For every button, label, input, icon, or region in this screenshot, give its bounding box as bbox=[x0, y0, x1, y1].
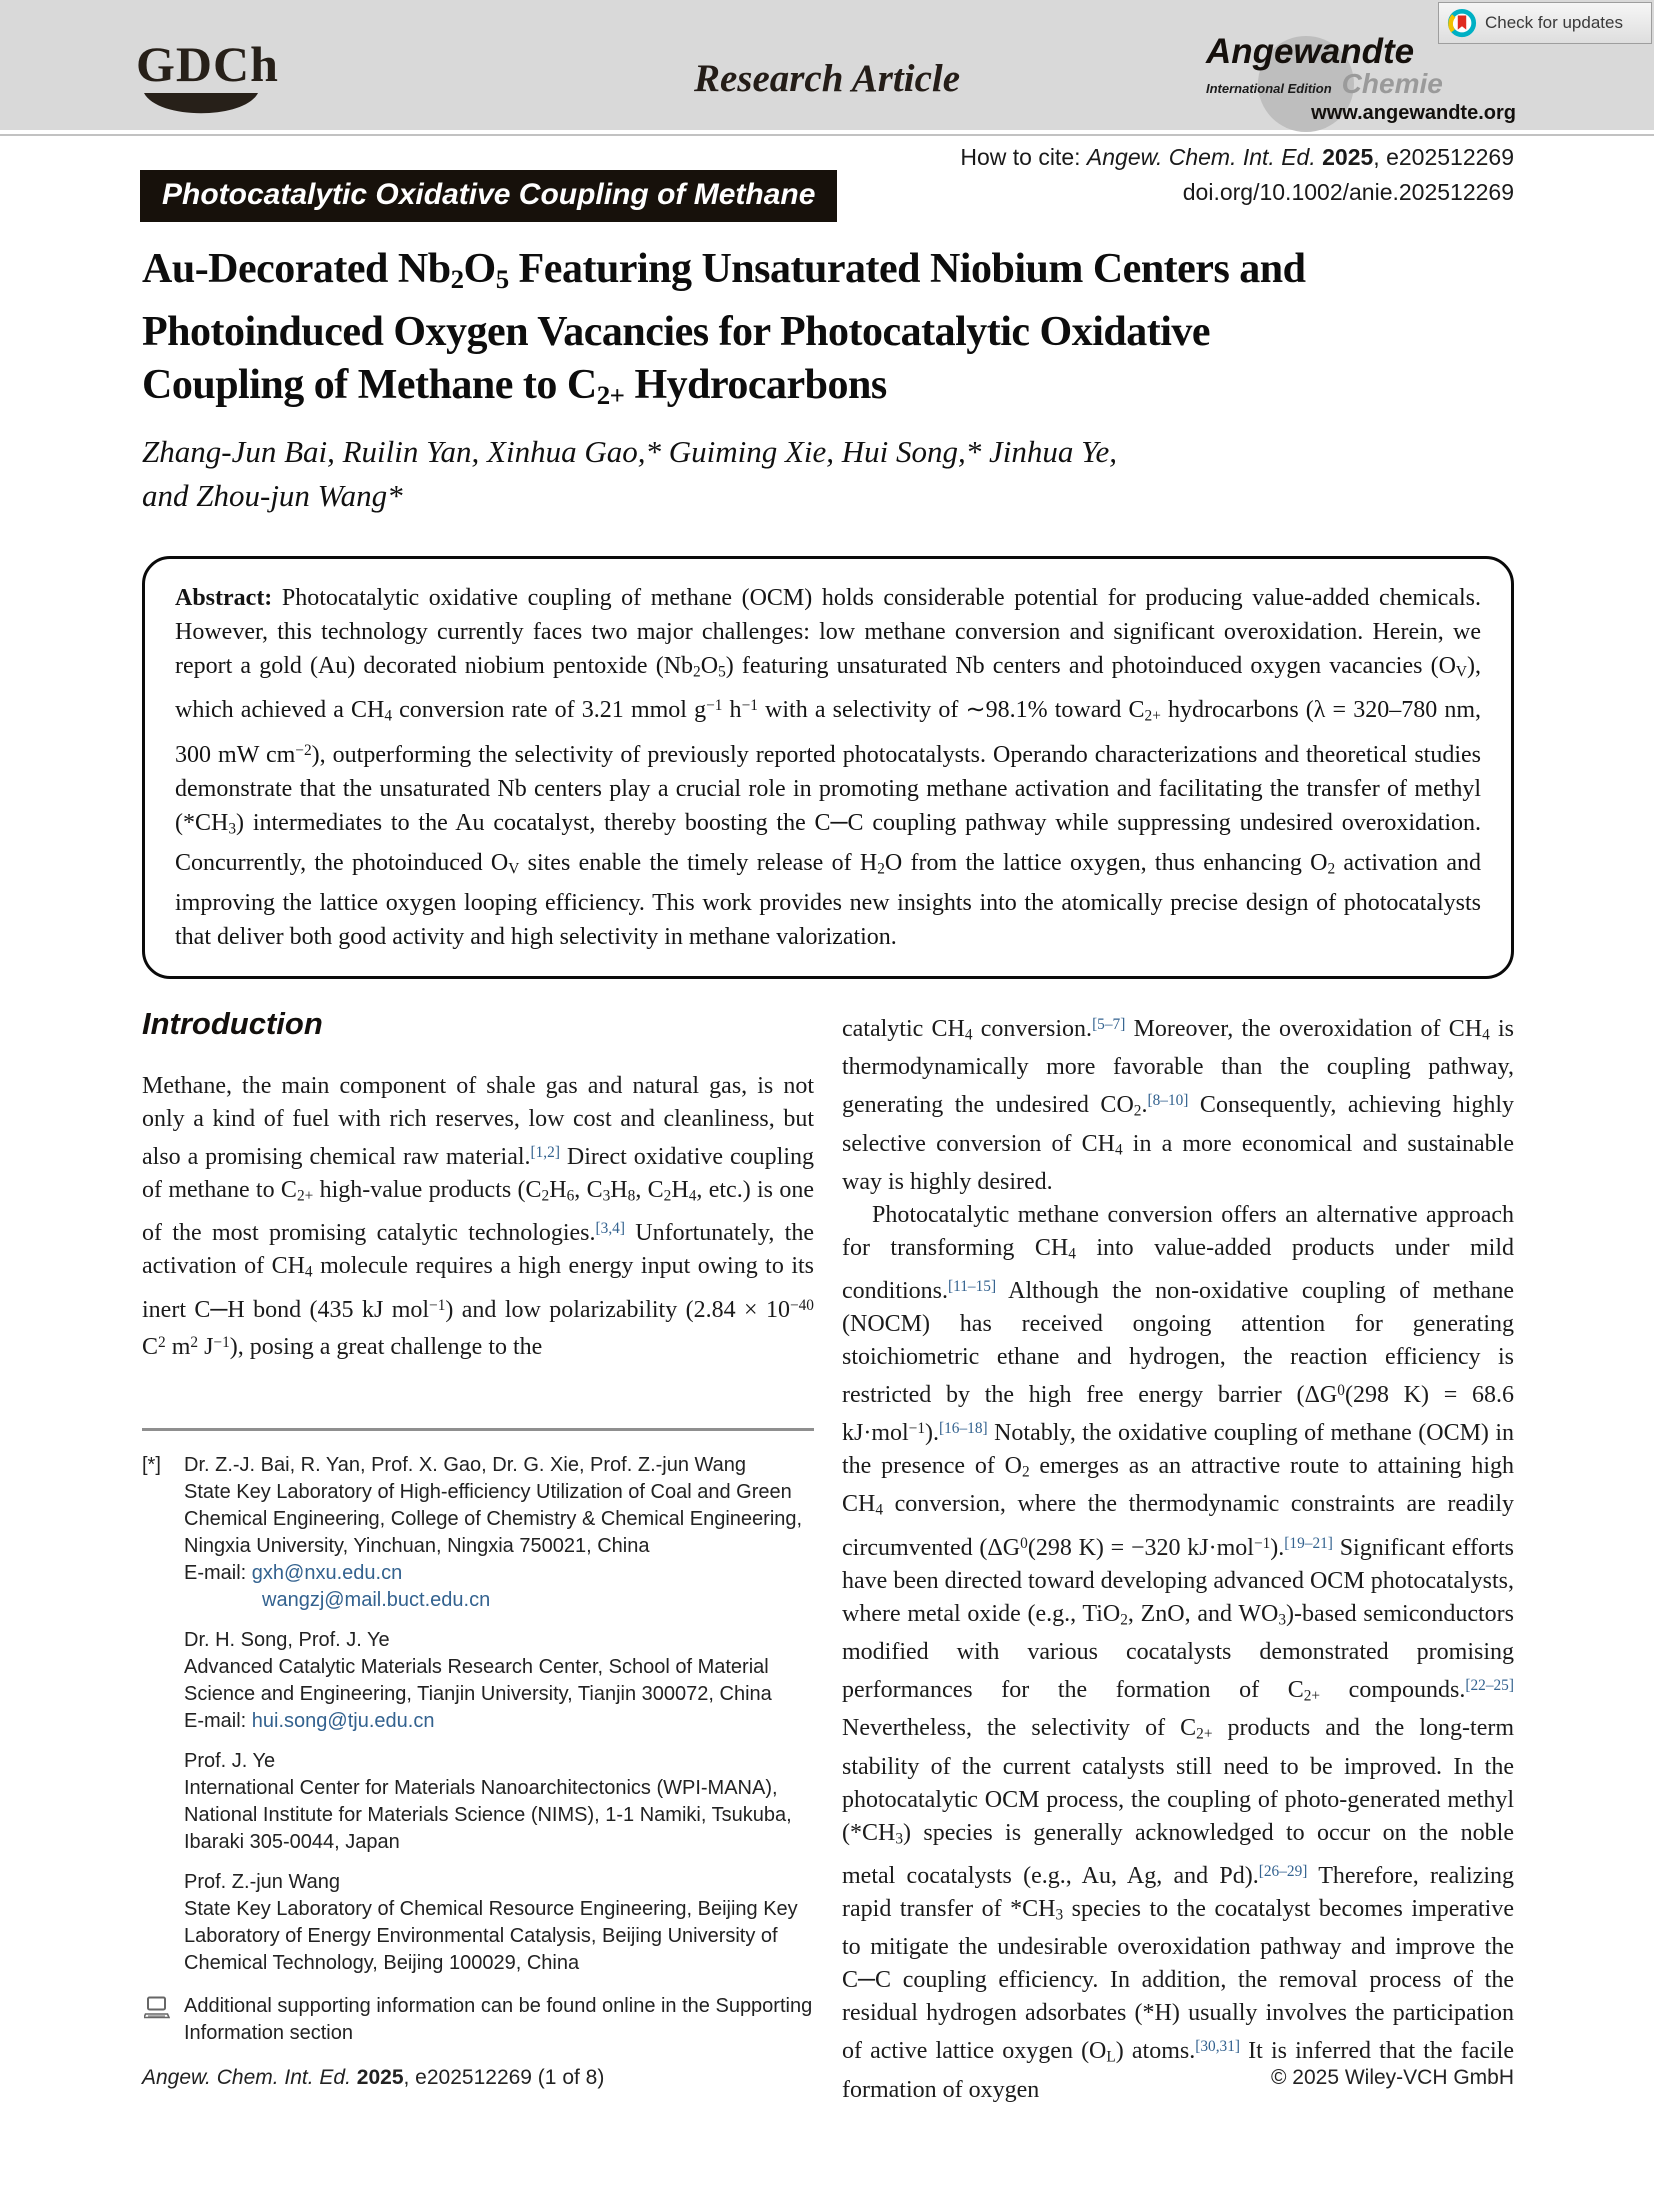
gdch-logo bbox=[136, 36, 279, 118]
doi: doi.org/10.1002/anie.202512269 bbox=[1182, 179, 1514, 205]
footnote-separator bbox=[142, 1428, 814, 1431]
footnote-group-affiliation-1 bbox=[142, 1452, 814, 1614]
article-title bbox=[142, 243, 1322, 422]
footnote-line: State Key Laboratory of Chemical Resource Engineering, Beijing Key Laboratory of Energy Environmental Catalysis, Beijing University of Chemical Technology, Beijing 100029, China bbox=[184, 1898, 798, 1974]
gdch-logo-text: GDCh bbox=[136, 36, 279, 92]
footer-citation: Angew. Chem. Int. Ed. 2025, e202512269 (1 of 8) bbox=[142, 2066, 605, 2089]
crossmark-icon bbox=[1447, 8, 1477, 38]
footnote-group-affiliation-3 bbox=[142, 1748, 814, 1856]
research-article-label: Research Article bbox=[693, 57, 961, 100]
citation-block bbox=[960, 140, 1514, 210]
check-for-updates-button[interactable] bbox=[1438, 2, 1652, 44]
footer-copyright: © 2025 Wiley-VCH GmbH bbox=[1270, 2066, 1514, 2089]
authors bbox=[142, 430, 1322, 518]
footnote-line: International Center for Materials Nanoarchitectonics (WPI-MANA), National Institute for Materials Science (NIMS), 1-1 Namiki, Tsukuba, Ibaraki 305-0044, Japan bbox=[184, 1777, 792, 1853]
section-heading-introduction: Introduction bbox=[142, 1006, 323, 1041]
footnote-line: Advanced Catalytic Materials Research Center, School of Material Science and Engineering, Tianjin University, Tianjin 300072, China bbox=[184, 1656, 772, 1705]
abstract-box bbox=[142, 556, 1514, 979]
header-divider bbox=[0, 134, 1654, 136]
footnote-marker: [*] bbox=[142, 1454, 161, 1476]
article-title-line1: Au-Decorated $Nb_2O_5$ Featuring Unsaturated Niobium Centers and bbox=[142, 246, 1306, 294]
gdch-arc-icon bbox=[141, 90, 261, 118]
footnote-line: Dr. Z.-J. Bai, R. Yan, Prof. X. Gao, Dr. G. Xie, Prof. Z.-jun Wang bbox=[184, 1454, 747, 1476]
intro-paragraph: Methane, the main component of shale gas and natural gas, is not only a kind of fuel with rich reserves, low cost and cleanliness, but also a promising chemical raw material.[1,2] Direct oxidative coupling of methane to $C_{2+}$ high-value products ($C_2H_6$, $C_3H_8$, $C_2H_4$, etc.) is one of the most promising catalytic technologies.[3,4] Unfortunately, the activation of $CH_4$ molecule requires a high energy input owing to its inert C─H bond (435 kJ mol$^{-1}$) and low polarizability ($2.84 \times 10^{-40}$ $C^2$ $m^2$ $J^{-1}$), posing a great challenge to the bbox=[142, 1073, 815, 1361]
angewandte-logo bbox=[1206, 34, 1516, 125]
footnotes bbox=[142, 1452, 814, 2047]
email-link[interactable]: wangzj@mail.buct.edu.cn bbox=[262, 1589, 491, 1611]
how-to-cite: How to cite: Angew. Chem. Int. Ed. 2025, e202512269 bbox=[960, 144, 1514, 170]
laptop-icon bbox=[144, 1996, 170, 2020]
article-title-line3: Coupling of Methane to $C_{2+}$ Hydrocarbons bbox=[142, 361, 887, 410]
angewandte-edition-label: International Edition bbox=[1206, 81, 1332, 96]
check-for-updates-label: Check for updates bbox=[1485, 13, 1623, 32]
email-link[interactable]: E-mail: gxh@nxu.edu.cn bbox=[184, 1562, 403, 1584]
authors-line2: and Zhou-jun Wang* bbox=[142, 478, 403, 513]
article-title-line2: Photoinduced Oxygen Vacancies for Photocatalytic Oxidative bbox=[142, 308, 1211, 355]
footnote-line: Dr. H. Song, Prof. J. Ye bbox=[184, 1629, 390, 1651]
footnote-line: Prof. J. Ye bbox=[184, 1750, 276, 1772]
right-paragraph-2: Photocatalytic methane conversion offers an alternative approach for transforming $CH_4$ into value-added products under mild conditions.[11–15] Although the non-oxidative coupling of methane (NOCM) has received ongoing attention for generating stoichiometric ethane and hydrogen, the reaction efficiency is restricted by the high free energy barrier ($\Delta G^0(298$ K) = 68.6 kJ·mol$^{-1}$).[16–18] Notably, the oxidative coupling of methane (OCM) in the presence of $O_2$ emerges as an attractive route to attaining high $CH_4$ conversion, where the thermodynamic constraints are readily circumvented ($\Delta G^0(298$ K) = −320 kJ·mol$^{-1}$).[19–21] Significant efforts have been directed toward developing advanced OCM photocatalysts, where metal oxide (e.g., TiO$_2$, ZnO, and $WO_3$)-based semiconductors modified with various cocatalysts demonstrated promising performances for the formation of $C_{2+}$ compounds.[22–25] Nevertheless, the selectivity of $C_{2+}$ products and the long-term stability of the current catalysts still need to be improved. In the photocatalytic OCM process, the coupling of photo-generated methyl $(*CH_3)$ species is generally acknowledged to occur on the noble metal cocatalysts (e.g., Au, Ag, and Pd).[26–29] Therefore, realizing rapid transfer of $*CH_3$ species to the cocatalyst becomes imperative to mitigate the undesirable overoxidation pathway and improve the C─C coupling efficiency. In addition, the removal process of the residual hydrogen adsorbates (*H) usually involves the participation of active lattice oxygen $(O_L)$ atoms.[30,31] It is inferred that the facile formation of oxygen bbox=[842, 1201, 1515, 2103]
abstract-text: Abstract: Photocatalytic oxidative coupling of methane (OCM) holds considerable potential for producing value-added chemicals. However, this technology currently faces two major challenges: low methane conversion and significant overoxidation. Herein, we report a gold (Au) decorated niobium pentoxide $(Nb_2O_5)$ featuring unsaturated Nb centers and photoinduced oxygen vacancies $(O_V)$, which achieved a $CH_4$ conversion rate of 3.21 mmol $g^{-1}$ $h^{-1}$ with a selectivity of ∼98.1% toward $C_{2+}$ hydrocarbons (λ = 320–780 nm, 300 mW $cm^{-2}$), outperforming the selectivity of previously reported photocatalysts. Operando characterizations and theoretical studies demonstrate that the unsaturated Nb centers play a crucial role in promoting methane activation and facilitating the transfer of methyl $(*CH_3)$ intermediates to the Au cocatalyst, thereby boosting the C─C coupling pathway while suppressing undesired overoxidation. Concurrently, the photoinduced $O_V$ sites enable the timely release of $H_2O$ from the lattice oxygen, thus enhancing $O_2$ activation and improving the lattice oxygen looping efficiency. This work provides new insights into the atomically precise design of photocatalysts that deliver both good activity and high selectivity in methane valorization. bbox=[175, 585, 1482, 951]
footnote-group-affiliation-4 bbox=[142, 1869, 814, 1977]
footnote-group-affiliation-2 bbox=[142, 1627, 814, 1735]
supporting-info-note bbox=[142, 1993, 814, 2047]
angewandte-url: www.angewandte.org bbox=[1311, 102, 1516, 124]
angewandte-chemie-label: Chemie bbox=[1341, 68, 1443, 99]
footnote-line: Prof. Z.-jun Wang bbox=[184, 1871, 340, 1893]
footnote-line: State Key Laboratory of High-efficiency Utilization of Coal and Green Chemical Engineering, College of Chemistry & Chemical Engineering, Ningxia University, Yinchuan, Ningxia 750021, China bbox=[184, 1481, 803, 1557]
supporting-info-text: Additional supporting information can be found online in the Supporting Information section bbox=[184, 1995, 813, 2044]
topic-banner: Photocatalytic Oxidative Coupling of Methane bbox=[140, 170, 837, 222]
email-link[interactable]: E-mail: hui.song@tju.edu.cn bbox=[184, 1710, 435, 1732]
angewandte-name: Angewandte bbox=[1206, 32, 1415, 71]
authors-line1: Zhang-Jun Bai, Ruilin Yan, Xinhua Gao,* Guiming Xie, Hui Song,* Jinhua Ye, bbox=[142, 434, 1118, 469]
right-paragraph-1: catalytic $CH_4$ conversion.[5–7] Moreover, the overoxidation of $CH_4$ is thermodynamically more favorable than the coupling pathway, generating the undesired $CO_2.[8-10]$ Consequently, achieving highly selective conversion of $CH_4$ in a more economical and sustainable way is highly desired. bbox=[842, 1015, 1515, 1195]
column-right bbox=[842, 1008, 1514, 2107]
